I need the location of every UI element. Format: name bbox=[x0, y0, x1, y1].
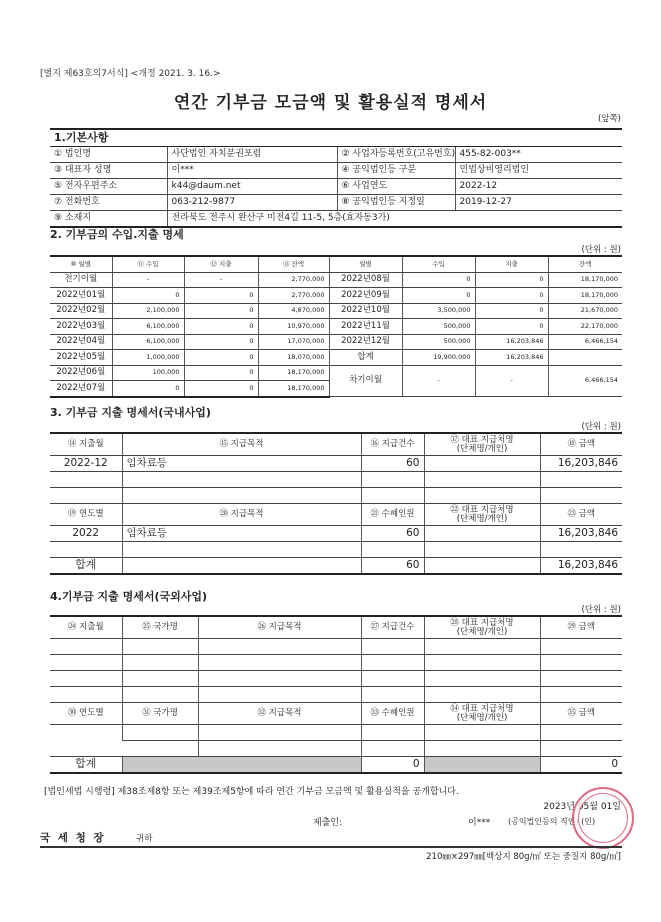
basic-info-table bbox=[50, 128, 622, 228]
info-row bbox=[50, 211, 622, 228]
amount-cell: 0 bbox=[475, 288, 548, 304]
header-cell: ㉝ 수혜인원 bbox=[361, 703, 424, 725]
month-cell: 2022년02월 bbox=[50, 303, 112, 319]
page-title: 연간 기부금 모금액 및 활용실적 명세서 bbox=[173, 93, 488, 113]
amount-cell: - bbox=[184, 272, 258, 288]
field-value: 2022-12 bbox=[455, 179, 622, 195]
amount-cell: 16,203,846 bbox=[475, 334, 548, 350]
section2-title: 2. 기부금의 수입.지출 명세 bbox=[50, 228, 184, 241]
header-cell: ⑪ 수입 bbox=[112, 256, 184, 272]
field-label: ⑥ 사업연도 bbox=[337, 179, 455, 195]
submitter-name: 이*** bbox=[468, 818, 491, 828]
month-cell: 2022년10월 bbox=[329, 303, 402, 319]
cell bbox=[540, 639, 622, 655]
header-cell: ㉛ 국가명 bbox=[122, 703, 198, 725]
header-cell: 월별 bbox=[329, 256, 402, 272]
header-row bbox=[50, 616, 622, 639]
amount-cell: 500,000 bbox=[402, 334, 475, 350]
cell: 0 bbox=[540, 757, 622, 774]
cell bbox=[198, 741, 361, 757]
unit-label: (단위 : 원) bbox=[581, 605, 621, 615]
table-row bbox=[50, 542, 622, 558]
table-row bbox=[50, 725, 622, 741]
cell bbox=[424, 558, 540, 575]
table-row bbox=[50, 319, 622, 335]
header-cell: ⑮ 지급목적 bbox=[122, 433, 361, 456]
cell bbox=[50, 655, 122, 671]
amount-cell: 3,500,000 bbox=[402, 303, 475, 319]
amount-cell: 17,070,000 bbox=[258, 334, 329, 350]
field-label: ⑤ 전자우편주소 bbox=[50, 179, 167, 195]
cell bbox=[540, 687, 622, 703]
header-cell: ⑳ 지급목적 bbox=[122, 504, 361, 526]
cell bbox=[361, 725, 424, 741]
total-label: 합계 bbox=[50, 757, 122, 774]
cell bbox=[424, 741, 540, 757]
table-row bbox=[50, 365, 622, 381]
month-cell: 2022년12월 bbox=[329, 334, 402, 350]
amount-cell: 1,000,000 bbox=[112, 350, 184, 366]
header-cell: ㉖ 지급목적 bbox=[198, 616, 361, 639]
cell bbox=[540, 741, 622, 757]
section3-title: 3. 기부금 지출 명세서(국내사업) bbox=[50, 406, 211, 419]
cell bbox=[424, 725, 540, 741]
amount-cell: 6,100,000 bbox=[112, 334, 184, 350]
table-row bbox=[50, 272, 622, 288]
amount-cell: 0 bbox=[402, 272, 475, 288]
field-value: k44@daum.net bbox=[167, 179, 337, 195]
cell: 16,203,846 bbox=[540, 558, 622, 575]
cell bbox=[50, 725, 122, 757]
header-text: ⑰ 대표 지급처명 bbox=[450, 434, 514, 445]
header-cell bbox=[424, 433, 540, 456]
cell bbox=[424, 526, 540, 542]
amount-cell: 21,670,000 bbox=[548, 303, 622, 319]
amount-cell: 6,466,154 bbox=[548, 334, 622, 350]
field-value: 이*** bbox=[167, 163, 337, 179]
amount-cell: 0 bbox=[475, 319, 548, 335]
header-cell: ㉑ 수혜인원 bbox=[361, 504, 424, 526]
official-seal-stamp bbox=[572, 787, 634, 849]
income-expense-table bbox=[50, 255, 622, 398]
field-label: ⑨ 소재지 bbox=[50, 211, 167, 228]
cell: 0 bbox=[361, 757, 424, 774]
field-label: ⑦ 전화번호 bbox=[50, 195, 167, 211]
amount-cell: 0 bbox=[402, 288, 475, 304]
amount-cell: 0 bbox=[184, 334, 258, 350]
field-value: 민법상비영리법인 bbox=[455, 163, 622, 179]
field-label: ② 사업자등록번호(고유번호) bbox=[337, 147, 455, 163]
field-value: 사단법인 자치분권포럼 bbox=[167, 147, 337, 163]
amount-cell: 10,970,000 bbox=[258, 319, 329, 335]
table-row bbox=[50, 288, 622, 304]
cell bbox=[122, 671, 198, 687]
header-cell: ⑫ 지출 bbox=[184, 256, 258, 272]
amount-cell: - bbox=[475, 365, 548, 397]
cell bbox=[361, 655, 424, 671]
table-row bbox=[50, 456, 622, 472]
section4-title: 4.기부금 지출 명세서(국외사업) bbox=[50, 590, 208, 603]
amount-cell bbox=[548, 350, 622, 366]
header-cell: ㉙ 금액 bbox=[540, 616, 622, 639]
cell bbox=[424, 655, 540, 671]
amount-cell: 4,870,000 bbox=[258, 303, 329, 319]
month-cell: 2022년07월 bbox=[50, 381, 112, 397]
amount-cell: 0 bbox=[184, 381, 258, 397]
table-row bbox=[50, 671, 622, 687]
table-row bbox=[50, 639, 622, 655]
cell bbox=[122, 687, 198, 703]
header-cell: ⑲ 연도별 bbox=[50, 504, 122, 526]
info-row bbox=[50, 147, 622, 163]
header-text: (단체명/개인) bbox=[456, 626, 508, 637]
cell bbox=[50, 639, 122, 655]
cell: 임차료등 bbox=[122, 456, 361, 472]
month-cell: 2022년01월 bbox=[50, 288, 112, 304]
cell bbox=[540, 671, 622, 687]
header-cell: 수입 bbox=[402, 256, 475, 272]
amount-cell: 16,203,846 bbox=[475, 350, 548, 366]
cell bbox=[50, 687, 122, 703]
form-number: [별지 제63호의7서식] <개정 2021. 3. 16.> bbox=[40, 69, 221, 79]
amount-cell: 0 bbox=[184, 288, 258, 304]
unit-label: (단위 : 원) bbox=[581, 245, 621, 255]
address-value: 전라북도 전주시 완산구 미전4길 11-5, 5층(효자동3가) bbox=[167, 211, 622, 228]
cell bbox=[198, 639, 361, 655]
cell: 16,203,846 bbox=[540, 456, 622, 472]
amount-cell: 0 bbox=[475, 303, 548, 319]
cell bbox=[540, 655, 622, 671]
amount-cell: 2,100,000 bbox=[112, 303, 184, 319]
field-value: 063-212-9877 bbox=[167, 195, 337, 211]
table-row bbox=[50, 334, 622, 350]
domestic-expense-table bbox=[50, 432, 622, 575]
cell bbox=[424, 687, 540, 703]
table-row bbox=[50, 350, 622, 366]
field-value: 2019-12-27 bbox=[455, 195, 622, 211]
header-cell bbox=[424, 703, 540, 725]
amount-cell: 0 bbox=[112, 381, 184, 397]
cell: 임차료등 bbox=[122, 526, 361, 542]
month-cell: 전기이월 bbox=[50, 272, 112, 288]
cell bbox=[540, 725, 622, 741]
header-cell bbox=[424, 616, 540, 639]
amount-cell: 0 bbox=[184, 303, 258, 319]
amount-cell: - bbox=[112, 272, 184, 288]
amount-cell: 19,900,000 bbox=[402, 350, 475, 366]
month-cell: 2022년05월 bbox=[50, 350, 112, 366]
amount-cell: 0 bbox=[112, 288, 184, 304]
table-row bbox=[50, 472, 622, 488]
amount-cell: 100,000 bbox=[112, 365, 184, 381]
cell bbox=[361, 741, 424, 757]
month-cell: 합계 bbox=[329, 350, 402, 366]
cell bbox=[198, 725, 361, 741]
info-row bbox=[50, 179, 622, 195]
cell bbox=[122, 558, 361, 575]
seal-label: (공익법인등의 직인) (인) bbox=[508, 817, 596, 826]
cell: 60 bbox=[361, 456, 424, 472]
month-cell: 2022년08월 bbox=[329, 272, 402, 288]
header-cell: ㉗ 지급건수 bbox=[361, 616, 424, 639]
header-text: ㉘ 대표 지급처명 bbox=[450, 617, 514, 628]
header-text: ㉒ 대표 지급처명 bbox=[450, 504, 514, 515]
header-row bbox=[50, 256, 622, 272]
cell bbox=[424, 639, 540, 655]
table-row bbox=[50, 526, 622, 542]
month-cell: 2022년11월 bbox=[329, 319, 402, 335]
amount-cell: 18,170,000 bbox=[258, 365, 329, 381]
recipient: 국 세 청 장 bbox=[40, 832, 106, 844]
month-cell: 차기이월 bbox=[329, 365, 402, 397]
cell bbox=[122, 725, 198, 741]
amount-cell: 2,770,000 bbox=[258, 288, 329, 304]
header-cell: ㉚ 연도별 bbox=[50, 703, 122, 725]
total-label: 합계 bbox=[50, 558, 122, 575]
field-label: ⑧ 공익법인등 지정일 bbox=[337, 195, 455, 211]
cell: 16,203,846 bbox=[540, 526, 622, 542]
info-row bbox=[50, 163, 622, 179]
cell bbox=[198, 655, 361, 671]
cell bbox=[361, 639, 424, 655]
month-cell: 2022년09월 bbox=[329, 288, 402, 304]
cell bbox=[198, 671, 361, 687]
total-row bbox=[50, 757, 622, 774]
cell bbox=[122, 741, 198, 757]
table-row bbox=[50, 488, 622, 504]
page-side: (앞쪽) bbox=[597, 114, 621, 124]
amount-cell: 22,170,000 bbox=[548, 319, 622, 335]
total-row bbox=[50, 558, 622, 575]
field-label: ④ 공익법인등 구분 bbox=[337, 163, 455, 179]
paper-spec: 210㎜×297㎜[백상지 80g/㎡ 또는 중질지 80g/㎡] bbox=[426, 852, 621, 862]
amount-cell: 6,466,154 bbox=[548, 365, 622, 397]
amount-cell: 18,170,000 bbox=[258, 381, 329, 397]
cell bbox=[122, 639, 198, 655]
header-cell: 잔액 bbox=[548, 256, 622, 272]
cell bbox=[198, 687, 361, 703]
header-cell: ⑭ 지출월 bbox=[50, 433, 122, 456]
amount-cell: 0 bbox=[184, 319, 258, 335]
month-cell: 2022년04월 bbox=[50, 334, 112, 350]
amount-cell: 6,100,000 bbox=[112, 319, 184, 335]
header-cell: ㉟ 금액 bbox=[540, 703, 622, 725]
amount-cell: 18,070,000 bbox=[258, 350, 329, 366]
amount-cell: - bbox=[402, 365, 475, 397]
table-row bbox=[50, 655, 622, 671]
table-row bbox=[50, 303, 622, 319]
gray-cell bbox=[424, 757, 540, 774]
header-cell: ⑩ 월별 bbox=[50, 256, 112, 272]
legal-notice: [법인세법 시행령] 제38조제8항 또는 제39조제5항에 따라 연간 기부금 모금액 및 활용실적을 공개합니다. bbox=[44, 787, 459, 797]
header-cell: 지출 bbox=[475, 256, 548, 272]
cell: 2022 bbox=[50, 526, 122, 542]
amount-cell: 0 bbox=[184, 365, 258, 381]
overseas-expense-table bbox=[50, 615, 622, 774]
table-row bbox=[50, 687, 622, 703]
header-text: (단체명/개인) bbox=[456, 712, 508, 723]
info-row bbox=[50, 195, 622, 211]
header-cell: ⑯ 지급건수 bbox=[361, 433, 424, 456]
cell bbox=[122, 655, 198, 671]
field-value: 455-82-003** bbox=[455, 147, 622, 163]
cell: 2022-12 bbox=[50, 456, 122, 472]
cell: 60 bbox=[361, 526, 424, 542]
amount-cell: 0 bbox=[475, 272, 548, 288]
header-cell: ㉔ 지출월 bbox=[50, 616, 122, 639]
header-row bbox=[50, 703, 622, 725]
submitter-label: 제출인: bbox=[313, 818, 343, 828]
amount-cell: 18,170,000 bbox=[548, 272, 622, 288]
header-cell: ⑬ 잔액 bbox=[258, 256, 329, 272]
cell bbox=[361, 687, 424, 703]
header-text: (단체명/개인) bbox=[456, 443, 508, 454]
divider bbox=[40, 846, 622, 848]
recipient-suffix: 귀하 bbox=[136, 834, 153, 844]
cell bbox=[424, 456, 540, 472]
amount-cell: 2,770,000 bbox=[258, 272, 329, 288]
month-cell: 2022년03월 bbox=[50, 319, 112, 335]
header-cell bbox=[424, 504, 540, 526]
section1-title: 1.기본사항 bbox=[50, 129, 622, 147]
month-cell: 2022년06월 bbox=[50, 365, 112, 381]
field-label: ③ 대표자 성명 bbox=[50, 163, 167, 179]
table-row bbox=[50, 741, 622, 757]
cell bbox=[50, 671, 122, 687]
header-cell: ⑱ 금액 bbox=[540, 433, 622, 456]
unit-label: (단위 : 원) bbox=[581, 422, 621, 432]
cell bbox=[424, 671, 540, 687]
cell bbox=[361, 671, 424, 687]
header-cell: ㉜ 지급목적 bbox=[198, 703, 361, 725]
amount-cell: 500,000 bbox=[402, 319, 475, 335]
header-cell: ㉕ 국가명 bbox=[122, 616, 198, 639]
header-cell: ㉓ 금액 bbox=[540, 504, 622, 526]
gray-cell bbox=[122, 757, 361, 774]
submission-date: 2023년 05월 01일 bbox=[543, 802, 621, 812]
header-text: ㉞ 대표 지급처명 bbox=[450, 703, 514, 714]
cell: 60 bbox=[361, 558, 424, 575]
header-text: (단체명/개인) bbox=[456, 513, 508, 524]
field-label: ① 법인명 bbox=[50, 147, 167, 163]
amount-cell: 0 bbox=[184, 350, 258, 366]
amount-cell: 18,170,000 bbox=[548, 288, 622, 304]
